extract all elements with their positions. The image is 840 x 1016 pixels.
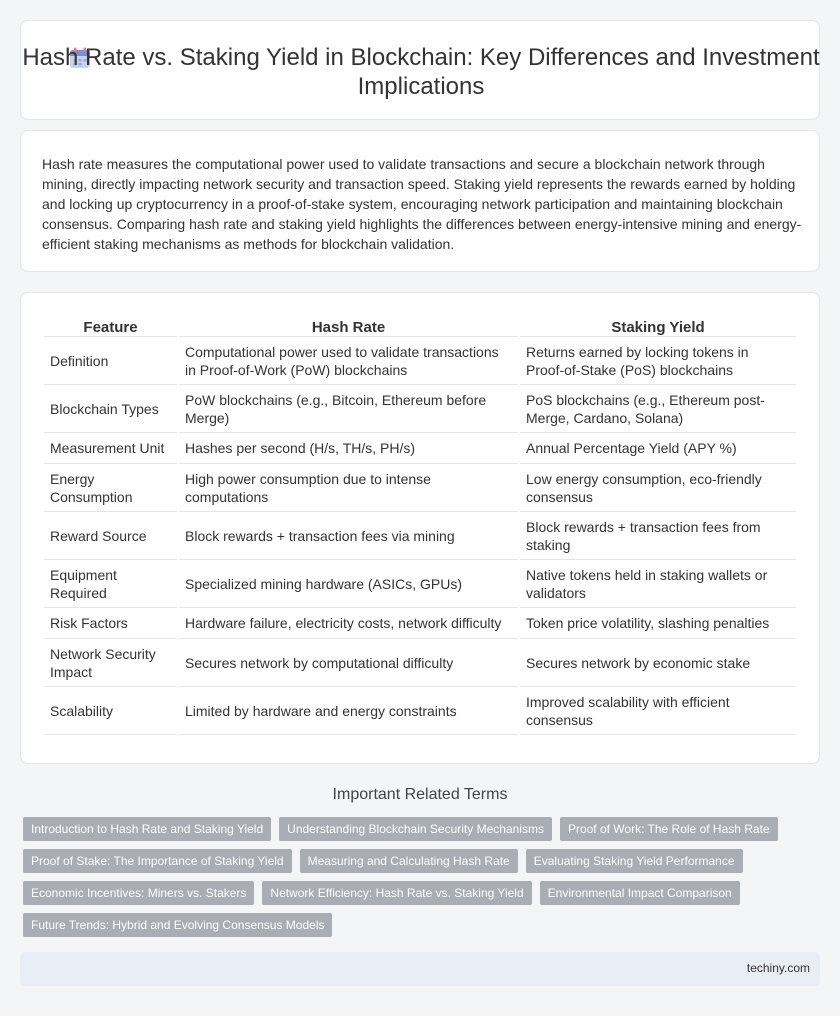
table-row [44,464,796,512]
hash-rate-cell: Block rewards + transaction fees via mining [179,512,518,560]
staking-yield-cell: Block rewards + transaction fees from staking [520,512,796,560]
hash-rate-cell: Limited by hardware and energy constraints [179,687,518,735]
staking-yield-cell: Returns earned by locking tokens in Proof-of-Stake (PoS) blockchains [520,337,796,385]
staking-yield-cell: Native tokens held in staking wallets or validators [520,560,796,608]
related-term-tag[interactable]: Proof of Work: The Role of Hash Rate [560,817,778,841]
table-row [44,608,796,639]
feature-cell: Reward Source [44,512,177,560]
feature-cell: Network Security Impact [44,639,177,687]
feature-cell: Measurement Unit [44,433,177,464]
hash-rate-cell: Secures network by computational difficulty [179,639,518,687]
feature-cell: Blockchain Types [44,385,177,433]
hash-rate-cell: Hardware failure, electricity costs, network difficulty [179,608,518,639]
header-card [20,20,820,120]
hash-rate-cell: PoW blockchains (e.g., Bitcoin, Ethereum before Merge) [179,385,518,433]
staking-yield-cell: Annual Percentage Yield (APY %) [520,433,796,464]
related-terms-list [23,817,813,937]
hash-rate-cell: Hashes per second (H/s, TH/s, PH/s) [179,433,518,464]
related-term-tag[interactable]: Environmental Impact Comparison [540,881,740,905]
feature-cell: Energy Consumption [44,464,177,512]
column-header-hash-rate: Hash Rate [179,317,518,337]
staking-yield-cell: Secures network by economic stake [520,639,796,687]
related-term-tag[interactable]: Evaluating Staking Yield Performance [526,849,743,873]
table-header-row [44,317,796,337]
table-row [44,512,796,560]
related-term-tag[interactable]: Future Trends: Hybrid and Evolving Consensus Models [23,913,332,937]
column-header-staking-yield: Staking Yield [520,317,796,337]
staking-yield-cell: Low energy consumption, eco-friendly consensus [520,464,796,512]
comparison-table [42,317,798,735]
feature-cell: Definition [44,337,177,385]
feature-cell: Scalability [44,687,177,735]
table-row [44,639,796,687]
staking-yield-cell: PoS blockchains (e.g., Ethereum post-Merge, Cardano, Solana) [520,385,796,433]
table-row [44,560,796,608]
comparison-card [20,292,820,764]
table-row [44,337,796,385]
related-terms-title: Important Related Terms [332,786,508,803]
intro-card [20,130,820,272]
related-term-tag[interactable]: Measuring and Calculating Hash Rate [300,849,518,873]
hash-rate-cell: Specialized mining hardware (ASICs, GPUs) [179,560,518,608]
footer-site-link[interactable]: techiny.com [746,961,810,975]
hash-rate-cell: Computational power used to validate transactions in Proof-of-Work (PoW) blockchains [179,337,518,385]
footer-bar [20,952,820,986]
intro-paragraph: Hash rate measures the computational power used to validate transactions and secure a blockchain network through mining, directly impacting network security and transaction speed. Staking yield represents the rewards earned by holding and locking up cryptocurrency in a proof-of-stake system, encouraging network participation and maintaining blockchain consensus. Comparing hash rate and staking yield highlights the differences between energy-intensive mining and energy-efficient staking mechanisms as methods for blockchain validation. [42,156,802,252]
feature-cell: Equipment Required [44,560,177,608]
related-term-tag[interactable]: Proof of Stake: The Importance of Staking Yield [23,849,292,873]
page-title: Hash Rate vs. Staking Yield in Blockchain: Key Differences and Investment Implications [22,44,820,100]
column-header-feature: Feature [44,317,177,337]
related-term-tag[interactable]: Economic Incentives: Miners vs. Stakers [23,881,254,905]
related-term-tag[interactable]: Network Efficiency: Hash Rate vs. Staking Yield [262,881,531,905]
hash-rate-cell: High power consumption due to intense computations [179,464,518,512]
table-row [44,433,796,464]
table-row [44,385,796,433]
feature-cell: Risk Factors [44,608,177,639]
table-row [44,687,796,735]
related-term-tag[interactable]: Introduction to Hash Rate and Staking Yield [23,817,271,841]
title-wrap [21,43,821,101]
related-term-tag[interactable]: Understanding Blockchain Security Mechanisms [279,817,552,841]
staking-yield-cell: Improved scalability with efficient consensus [520,687,796,735]
staking-yield-cell: Token price volatility, slashing penalties [520,608,796,639]
